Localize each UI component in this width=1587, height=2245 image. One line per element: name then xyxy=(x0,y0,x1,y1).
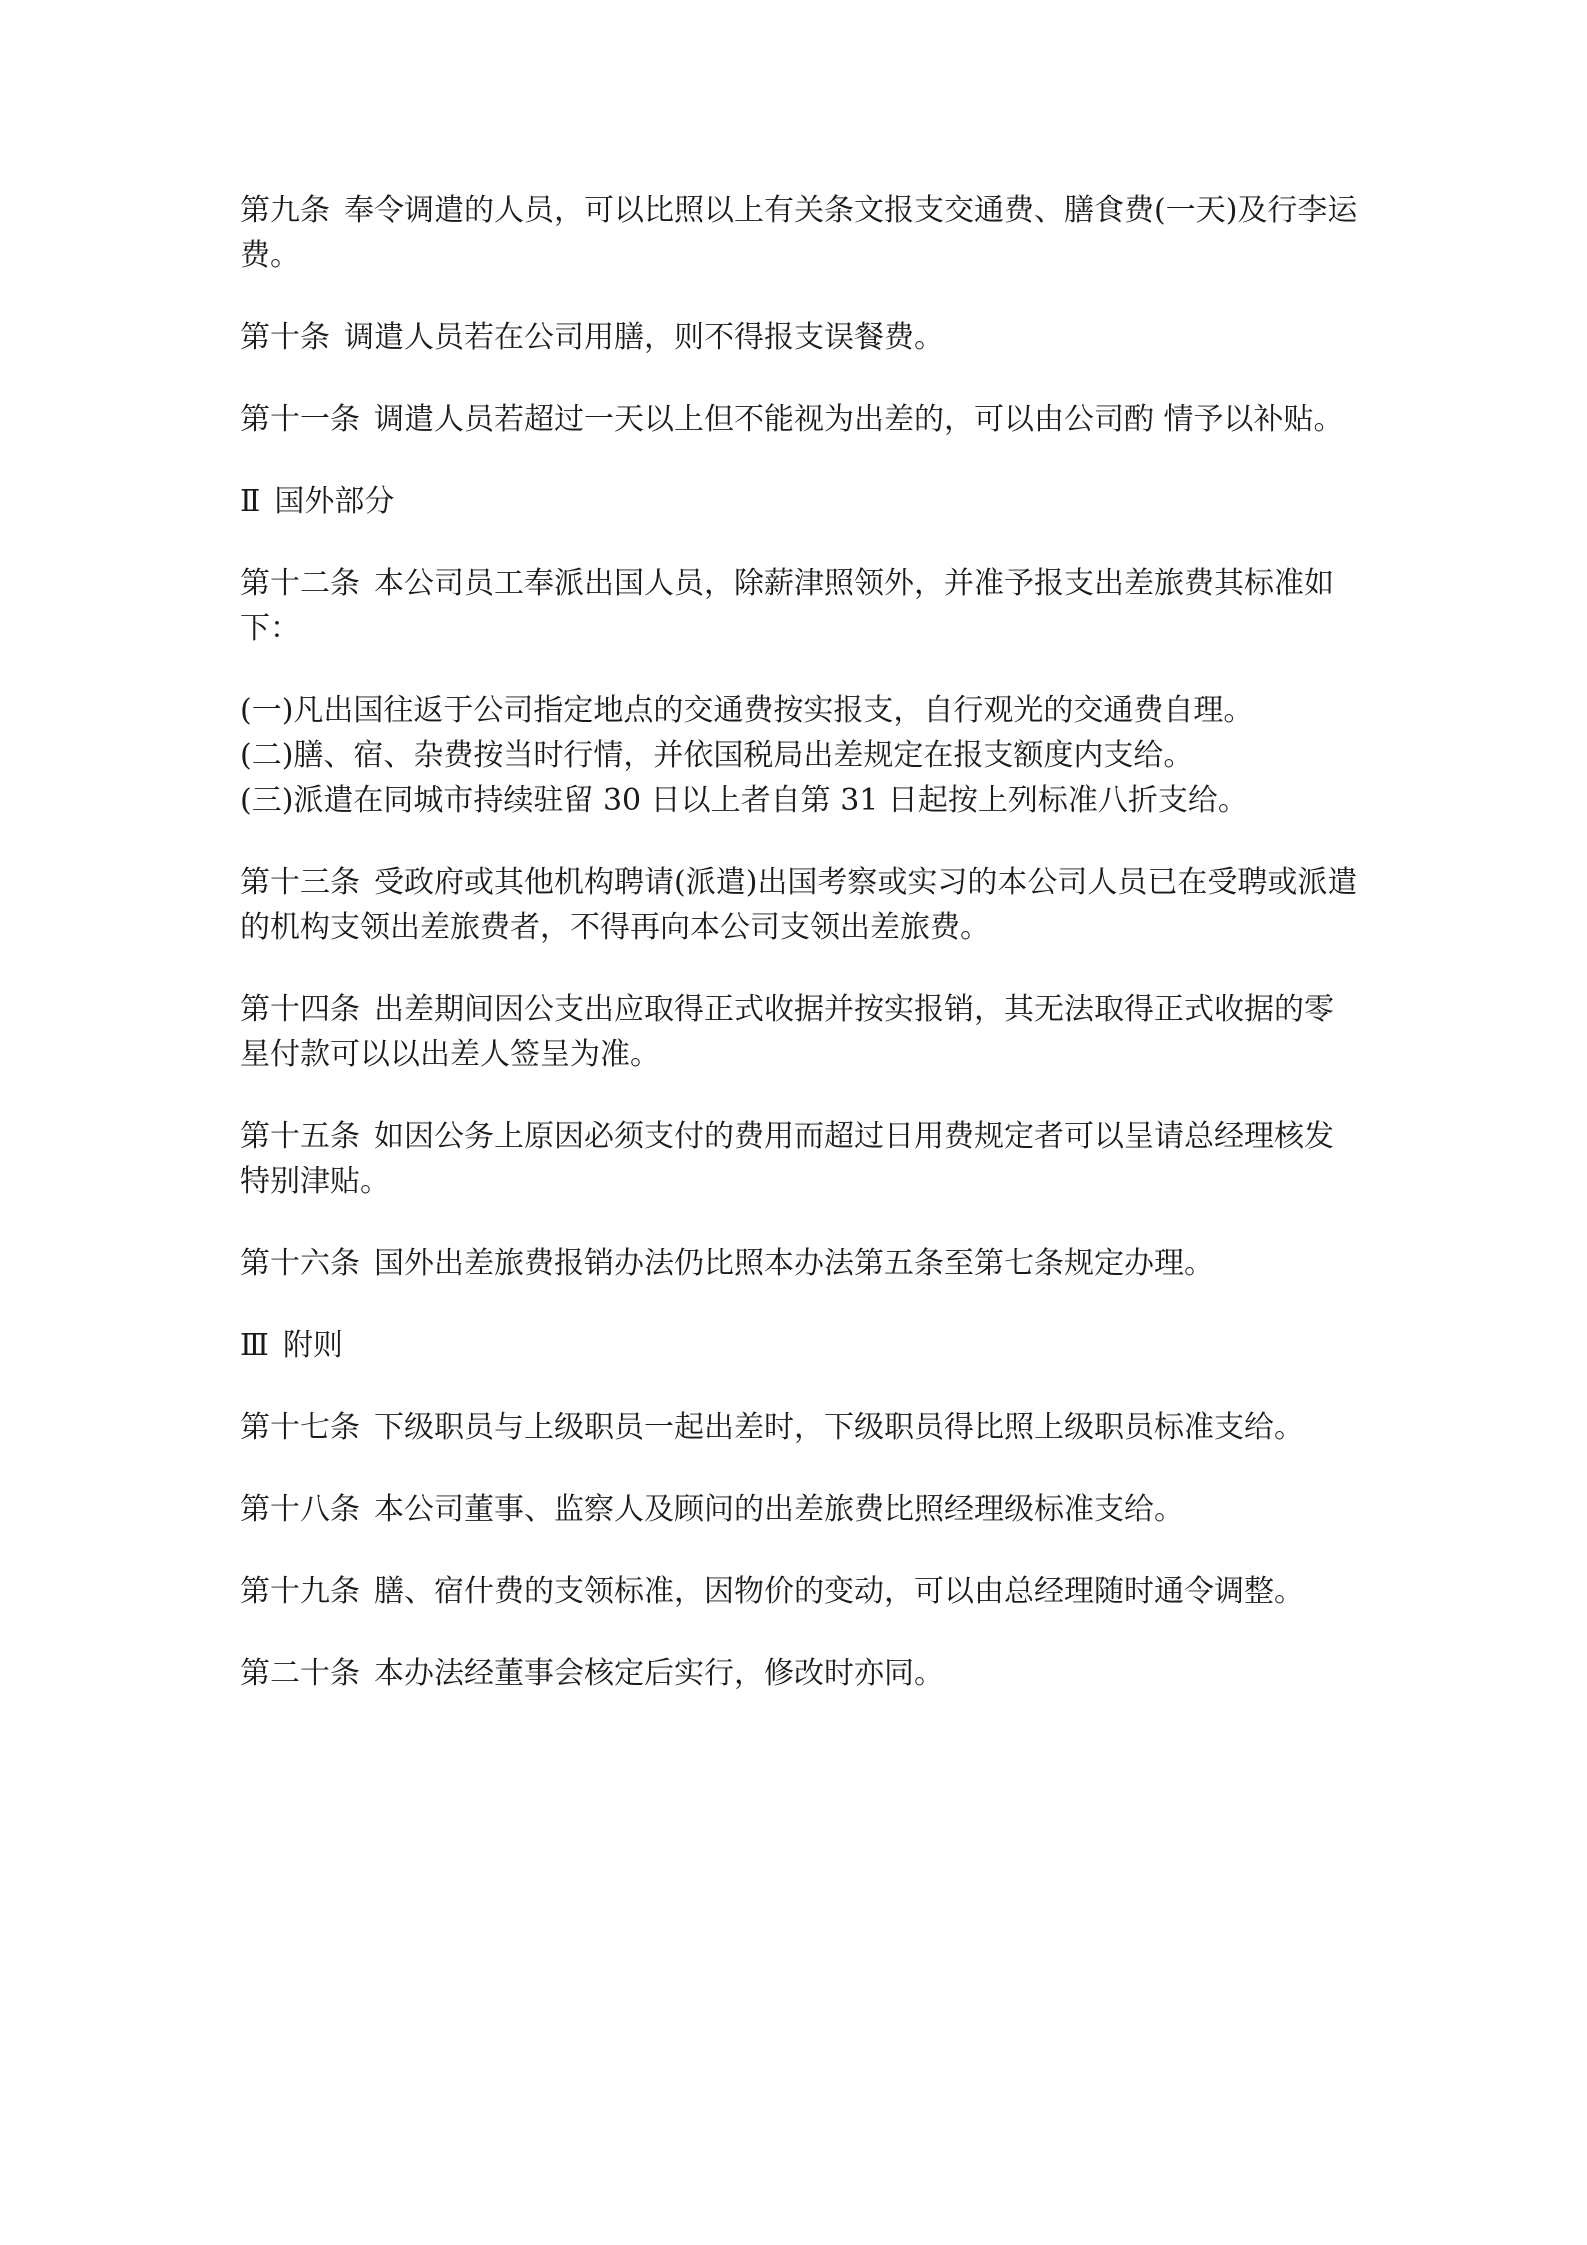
article-17 xyxy=(240,1405,1360,1450)
article-label: 第十七条 xyxy=(240,1410,360,1445)
article-label: 第十条 xyxy=(240,320,330,355)
article-text: 下级职员与上级职员一起出差时，下级职员得比照上级职员标准支给。 xyxy=(374,1410,1304,1445)
article-15 xyxy=(240,1114,1360,1204)
article-label: 第十八条 xyxy=(240,1492,360,1527)
article-text: 本公司员工奉派出国人员，除薪津照领外，并准予报支出差旅费其标准如下： xyxy=(240,566,1334,646)
article-text: 奉令调遣的人员，可以比照以上有关条文报支交通费、膳食费(一天)及行李运费。 xyxy=(240,193,1358,273)
article-14 xyxy=(240,987,1360,1077)
article-label: 第二十条 xyxy=(240,1656,360,1691)
article-label: 第十四条 xyxy=(240,992,360,1027)
article-text: 受政府或其他机构聘请(派遣)出国考察或实习的本公司人员已在受聘或派遣的机构支领出差旅费者，不得再向本公司支领出差旅费。 xyxy=(240,865,1358,945)
article-label: 第十九条 xyxy=(240,1574,360,1609)
article-16 xyxy=(240,1241,1360,1286)
section-heading-3 xyxy=(240,1323,1360,1368)
article-label: 第十三条 xyxy=(240,865,360,900)
article-label: 第十五条 xyxy=(240,1119,360,1154)
section-title: 国外部分 xyxy=(274,484,395,519)
list-item-text: (一)凡出国往返于公司指定地点的交通费按实报支，自行观光的交通费自理。 xyxy=(240,693,1254,728)
article-label: 第十一条 xyxy=(240,402,360,437)
article-text: 如因公务上原因必须支付的费用而超过日用费规定者可以呈请总经理核发特别津贴。 xyxy=(240,1119,1334,1199)
article-11 xyxy=(240,397,1360,442)
list-item-text: (二)膳、宿、杂费按当时行情，并依国税局出差规定在报支额度内支给。 xyxy=(240,738,1194,773)
document-page xyxy=(240,188,1360,1733)
article-text: 膳、宿什费的支领标准，因物价的变动，可以由总经理随时通令调整。 xyxy=(374,1574,1304,1609)
article-text: 出差期间因公支出应取得正式收据并按实报销，其无法取得正式收据的零星付款可以以出差人签呈为准。 xyxy=(240,992,1334,1072)
article-19 xyxy=(240,1569,1360,1614)
article-label: 第九条 xyxy=(240,193,330,228)
list-item-text: (三)派遣在同城市持续驻留 30 日以上者自第 31 日起按上列标准八折支给。 xyxy=(240,783,1248,818)
article-text: 本公司董事、监察人及顾问的出差旅费比照经理级标准支给。 xyxy=(374,1492,1184,1527)
article-9 xyxy=(240,188,1360,278)
section-number: Ⅲ xyxy=(240,1328,269,1363)
section-number: Ⅱ xyxy=(240,484,261,519)
article-13 xyxy=(240,860,1360,950)
article-text: 调遣人员若超过一天以上但不能视为出差的，可以由公司酌 情予以补贴。 xyxy=(374,402,1344,437)
article-label: 第十六条 xyxy=(240,1246,360,1281)
list-item-1 xyxy=(240,688,1360,733)
article-18 xyxy=(240,1487,1360,1532)
section-heading-2 xyxy=(240,479,1360,524)
article-12 xyxy=(240,561,1360,651)
article-text: 调遣人员若在公司用膳，则不得报支误餐费。 xyxy=(344,320,944,355)
article-text: 本办法经董事会核定后实行，修改时亦同。 xyxy=(374,1656,944,1691)
article-text: 国外出差旅费报销办法仍比照本办法第五条至第七条规定办理。 xyxy=(374,1246,1214,1281)
list-item-3 xyxy=(240,778,1360,823)
list-item-2 xyxy=(240,733,1360,778)
section-title: 附则 xyxy=(282,1328,343,1363)
article-label: 第十二条 xyxy=(240,566,360,601)
article-20 xyxy=(240,1651,1360,1696)
article-10 xyxy=(240,315,1360,360)
